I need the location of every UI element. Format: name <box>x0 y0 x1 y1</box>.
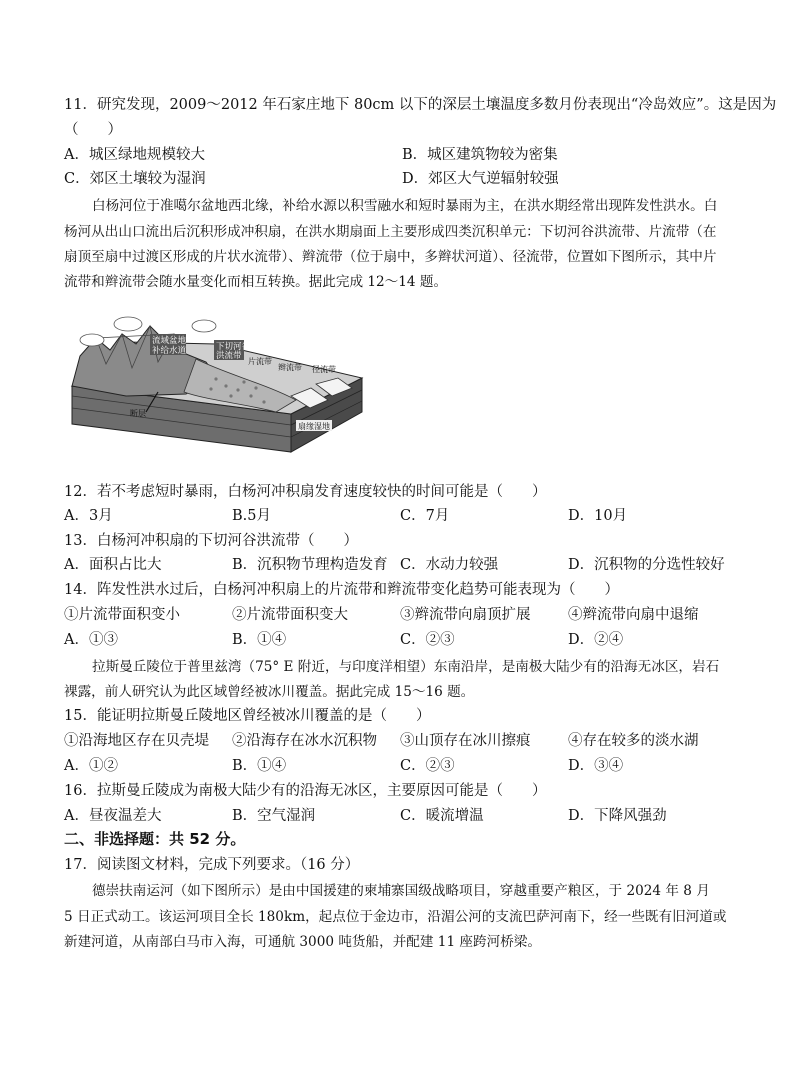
q15-statement-4: ④存在较多的淡水湖 <box>568 733 699 749</box>
q15-statement-1: ①沿海地区存在贝壳堤 <box>64 733 209 749</box>
passage1-line2: 杨河从出山口流出后沉积形成冲积扇，在洪水期扇面上主要形成四类沉积单元：下切河谷洪流带、片流带（在 <box>64 224 717 240</box>
q15-option-a: A．①② <box>64 758 118 774</box>
q14-statement-4: ④辫流带向扇中退缩 <box>568 607 699 623</box>
figure-label-braided: 辫流带 <box>278 363 302 372</box>
q14-statement-2: ②片流带面积变大 <box>232 607 348 623</box>
cloud-icon <box>192 320 216 332</box>
q16-option-c: C．暖流增温 <box>400 808 484 824</box>
figure-label-sheet-flow: 片流带 <box>248 357 272 366</box>
figure-label-flood-zone: 洪流带 <box>216 351 242 361</box>
q16-option-a: A．昼夜温差大 <box>64 808 162 824</box>
q12-option-c: C．7月 <box>400 508 450 524</box>
q13-option-d: D．沉积物的分选性较好 <box>568 557 725 573</box>
q17-line2: 5 日正式动工。该运河项目全长 180km，起点位于金边市，沿湄公河的支流巴萨河南下，经一些既有旧河道或 <box>64 909 727 925</box>
q11-option-b: B．城区建筑物较为密集 <box>402 147 558 163</box>
q11-option-c: C．郊区土壤较为湿润 <box>64 171 206 187</box>
passage2-line2: 裸露，前人研究认为此区域曾经被冰川覆盖。据此完成 15～16 题。 <box>64 684 475 700</box>
q13-stem: 13．白杨河冲积扇的下切河谷洪流带（ ） <box>64 533 358 549</box>
figure-label-incised-valley: 下切河谷 <box>216 342 251 352</box>
q12-stem: 12．若不考虑短时暴雨，白杨河冲积扇发育速度较快的时间可能是（ ） <box>64 484 547 500</box>
q14-stem: 14．阵发性洪水过后，白杨河冲积扇上的片流带和辫流带变化趋势可能表现为（ ） <box>64 582 619 598</box>
passage2-line1: 拉斯曼丘陵位于普里兹湾（75° E 附近，与印度洋相望）东南沿岸，是南极大陆少有的沿海无冰区，岩石 <box>92 659 720 675</box>
q14-statement-1: ①片流带面积变小 <box>64 607 180 623</box>
figure-label-runoff: 径流带 <box>312 365 336 374</box>
q16-option-b: B．空气湿润 <box>232 808 316 824</box>
q11-option-a: A．城区绿地规模较大 <box>64 147 205 163</box>
figure-label-fault: 断层 <box>130 409 146 418</box>
q14-option-d: D．②④ <box>568 632 624 648</box>
q16-stem: 16．拉斯曼丘陵成为南极大陆少有的沿海无冰区，主要原因可能是（ ） <box>64 783 547 799</box>
cloud-icon <box>114 317 142 331</box>
q15-option-b: B．①④ <box>232 758 287 774</box>
q12-option-b: B.5月 <box>232 508 271 524</box>
q15-statement-2: ②沿海存在冰水沉积物 <box>232 733 377 749</box>
q12-option-d: D．10月 <box>568 508 628 524</box>
q17-line3: 新建河道，从南部白马市入海，可通航 3000 吨货船，并配建 11 座跨河桥梁。 <box>64 934 541 950</box>
q17-line1: 德崇扶南运河（如下图所示）是由中国援建的柬埔寨国级战略项目，穿越重要产粮区，于 2024 年 8 月 <box>92 883 710 899</box>
q13-option-a: A．面积占比大 <box>64 557 162 573</box>
q11-stem-line2: （ ） <box>64 122 122 138</box>
q16-option-d: D．下降风强劲 <box>568 808 667 824</box>
q14-option-a: A．①③ <box>64 632 118 648</box>
q13-option-b: B．沉积物节理构造发育 <box>232 557 388 573</box>
q11-option-d: D．郊区大气逆辐射较强 <box>402 171 559 187</box>
passage1-line1: 白杨河位于准噶尔盆地西北缘，补给水源以积雪融水和短时暴雨为主，在洪水期经常出现阵发性洪水。白 <box>92 198 718 214</box>
q15-statement-3: ③山顶存在冰川擦痕 <box>400 733 531 749</box>
passage1-line3: 扇顶至扇中过渡区形成的片状水流带）、辫流带（位于扇中，多辫状河道）、径流带，位置如下图所示，其中片 <box>64 249 717 265</box>
figure-label-channel: 补给水道 <box>152 346 187 356</box>
q11-stem-line1: 11．研究发现，2009～2012 年石家庄地下 80cm 以下的深层土壤温度多数月份表现出“冷岛效应”。这是因为 <box>64 97 777 113</box>
q13-option-c: C．水动力较强 <box>400 557 499 573</box>
figure-label-wetland: 扇缘湿地 <box>298 422 330 431</box>
q14-statement-3: ③辫流带向扇顶扩展 <box>400 607 531 623</box>
figure-label-basin: 流域盆地 <box>152 336 187 346</box>
q15-stem: 15．能证明拉斯曼丘陵地区曾经被冰川覆盖的是（ ） <box>64 708 431 724</box>
passage1-line4: 流带和辫流带会随水量变化而相互转换。据此完成 12～14 题。 <box>64 274 448 290</box>
alluvial-fan-diagram <box>66 304 366 454</box>
section-heading: 二、非选择题：共 52 分。 <box>64 830 246 848</box>
q15-option-d: D．③④ <box>568 758 624 774</box>
q15-option-c: C．②③ <box>400 758 455 774</box>
q17-stem: 17．阅读图文材料，完成下列要求。（16 分） <box>64 857 360 873</box>
q14-option-b: B．①④ <box>232 632 287 648</box>
cloud-icon <box>80 334 104 346</box>
q14-option-c: C．②③ <box>400 632 455 648</box>
q12-option-a: A．3月 <box>64 508 113 524</box>
